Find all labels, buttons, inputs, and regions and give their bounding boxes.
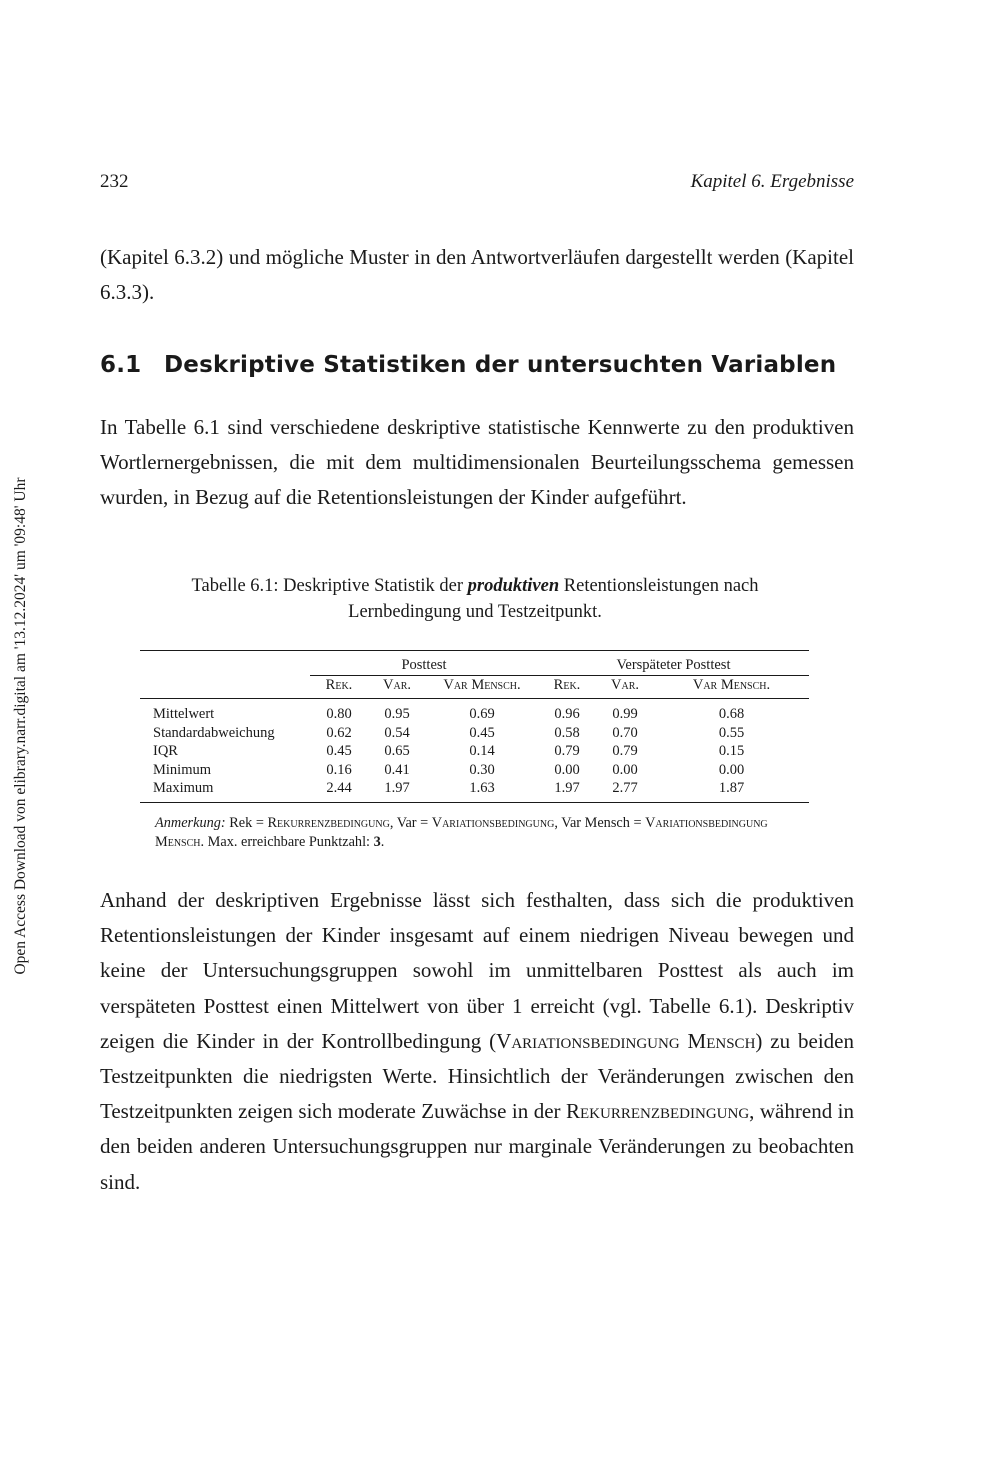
column-header: Rek. (538, 675, 596, 699)
section-number: 6.1 (100, 352, 142, 378)
table-cell: 0.96 (554, 706, 580, 722)
caption-emphasis: produktiven (467, 576, 560, 596)
table-cell: 1.63 (469, 780, 495, 796)
running-head: Kapitel 6. Ergebnisse (690, 171, 854, 192)
note-text: , Var Mensch = (554, 815, 646, 831)
table-cell: 0.69 (469, 706, 495, 722)
table-cell: 0.79 (554, 743, 580, 759)
table-row (140, 742, 809, 761)
paragraph-results (100, 883, 854, 1200)
column-header: Var. (368, 675, 426, 699)
table-group-header (140, 651, 809, 676)
table-corner (140, 651, 310, 676)
table-cell: 0.70 (612, 724, 638, 741)
table-cell: 0.58 (554, 724, 580, 741)
column-header: Var. (596, 675, 654, 699)
table-cell: 0.16 (326, 761, 352, 778)
note-term: Variationsbedingung Mensch (155, 815, 768, 850)
condition-term: Variationsbedingung Mensch (496, 1028, 756, 1053)
table-cell: 2.44 (326, 780, 352, 796)
table-cell: 1.97 (384, 780, 410, 796)
table-cell: 0.00 (718, 761, 745, 778)
table-cell: 0.62 (326, 724, 352, 741)
row-label: Minimum (153, 761, 212, 778)
table-cell: 0.45 (326, 743, 352, 759)
paragraph-text: Anhand der deskriptiven Ergebnisse lässt sich festhalten, dass sich die produktiven Retentionsleistungen der Kinder insgesamt auf einem niedrigen Niveau bewegen und keine der Untersuchungsgruppen sowohl im unmittelbaren Posttest als auch im verspäteten Posttest einen Mittelwert von über 1 erreicht (vgl. Tabelle 6.1). Deskriptiv zeigen die Kinder in der Kontrollbedingung ( (100, 888, 854, 1053)
section-heading (100, 352, 836, 378)
table-cell: 0.30 (469, 761, 495, 778)
table-caption (140, 573, 810, 625)
note-text: . (380, 834, 385, 850)
table-cell: 0.54 (384, 724, 410, 741)
row-label: Standardabweichung (153, 724, 275, 741)
table-cell: 0.00 (554, 761, 580, 778)
note-label: Anmerkung: (155, 815, 226, 831)
caption-suffix: Retentionsleistungen nach Lernbedingung und Testzeitpunkt. (348, 576, 759, 622)
note-text: , Var = (389, 815, 432, 831)
table-cell: 0.99 (612, 706, 638, 722)
table-cell: 0.15 (718, 743, 745, 759)
table-cell: 1.97 (554, 780, 580, 796)
group-posttest: Posttest (310, 651, 538, 676)
table-row (140, 724, 809, 743)
row-label: IQR (153, 743, 178, 759)
column-header: Var Mensch. (426, 675, 538, 699)
row-label: Mittelwert (153, 706, 215, 722)
note-text: . Max. erreichbare Punktzahl: (200, 834, 374, 850)
table-cell: 0.55 (718, 724, 745, 741)
table-cell: 0.41 (384, 761, 410, 778)
table-cell: 0.68 (718, 706, 745, 722)
group-delayed-posttest: Verspäteter Posttest (538, 651, 809, 676)
statistics-table (140, 650, 809, 803)
table-row (140, 761, 809, 780)
paragraph-text: ) zu beiden Testzeitpunkten die niedrigsten Werte. Hinsichtlich der Veränderungen zwischen den Testzeitpunkten zeigen sich moderate Zuwächse in der (100, 1028, 855, 1124)
table-cell: 0.45 (469, 724, 495, 741)
row-label: Maximum (153, 780, 214, 796)
note-term: Rekurrenzbedingung (267, 815, 390, 831)
section-title: Deskriptive Statistiken der untersuchten Variablen (164, 352, 837, 378)
table-column-header (140, 675, 809, 699)
table-cell: 0.00 (612, 761, 638, 778)
table-row (140, 779, 809, 802)
table-cell: 1.87 (718, 780, 745, 796)
note-text: Rek = (225, 815, 268, 831)
table-cell: 0.65 (384, 743, 410, 759)
paragraph-intro: (Kapitel 6.3.2) und mögliche Muster in den Antwortverläufen dargestellt werden (Kapitel 6.3.3). (100, 245, 854, 305)
table-row (140, 705, 809, 724)
table-cell: 0.79 (612, 743, 638, 759)
paragraph-text: , während in den beiden anderen Untersuchungsgruppen nur marginale Veränderungen zu beobachten sind. (100, 1099, 855, 1194)
condition-term: Rekurrenzbedingung (566, 1099, 750, 1124)
column-header: Rek. (310, 675, 368, 699)
table-note (155, 814, 800, 852)
table-cell: 2.77 (612, 780, 638, 796)
column-header: Var Mensch. (654, 675, 809, 699)
download-watermark: Open Access Download von elibrary.narr.digital am '13.12.2024' um '09:48' Uhr (12, 477, 29, 975)
note-term: Variationsbedingung (431, 815, 555, 831)
page-number: 232 (100, 171, 129, 192)
table-cell: 0.95 (384, 706, 410, 722)
table-cell: 0.14 (469, 743, 495, 759)
caption-prefix: Tabelle 6.1: Deskriptive Statistik der (191, 576, 468, 596)
column-header-blank (140, 675, 310, 699)
table-cell: 0.80 (326, 706, 352, 722)
paragraph-table-intro: In Tabelle 6.1 sind verschiedene deskriptive statistische Kennwerte zu den produktiven Wortlernergebnissen, die mit dem multidimensionalen Beurteilungsschema gemessen wurden, in Bezug auf die Retentionsleistungen der Kinder aufgeführt. (100, 415, 854, 510)
note-max-points: 3 (373, 834, 381, 850)
